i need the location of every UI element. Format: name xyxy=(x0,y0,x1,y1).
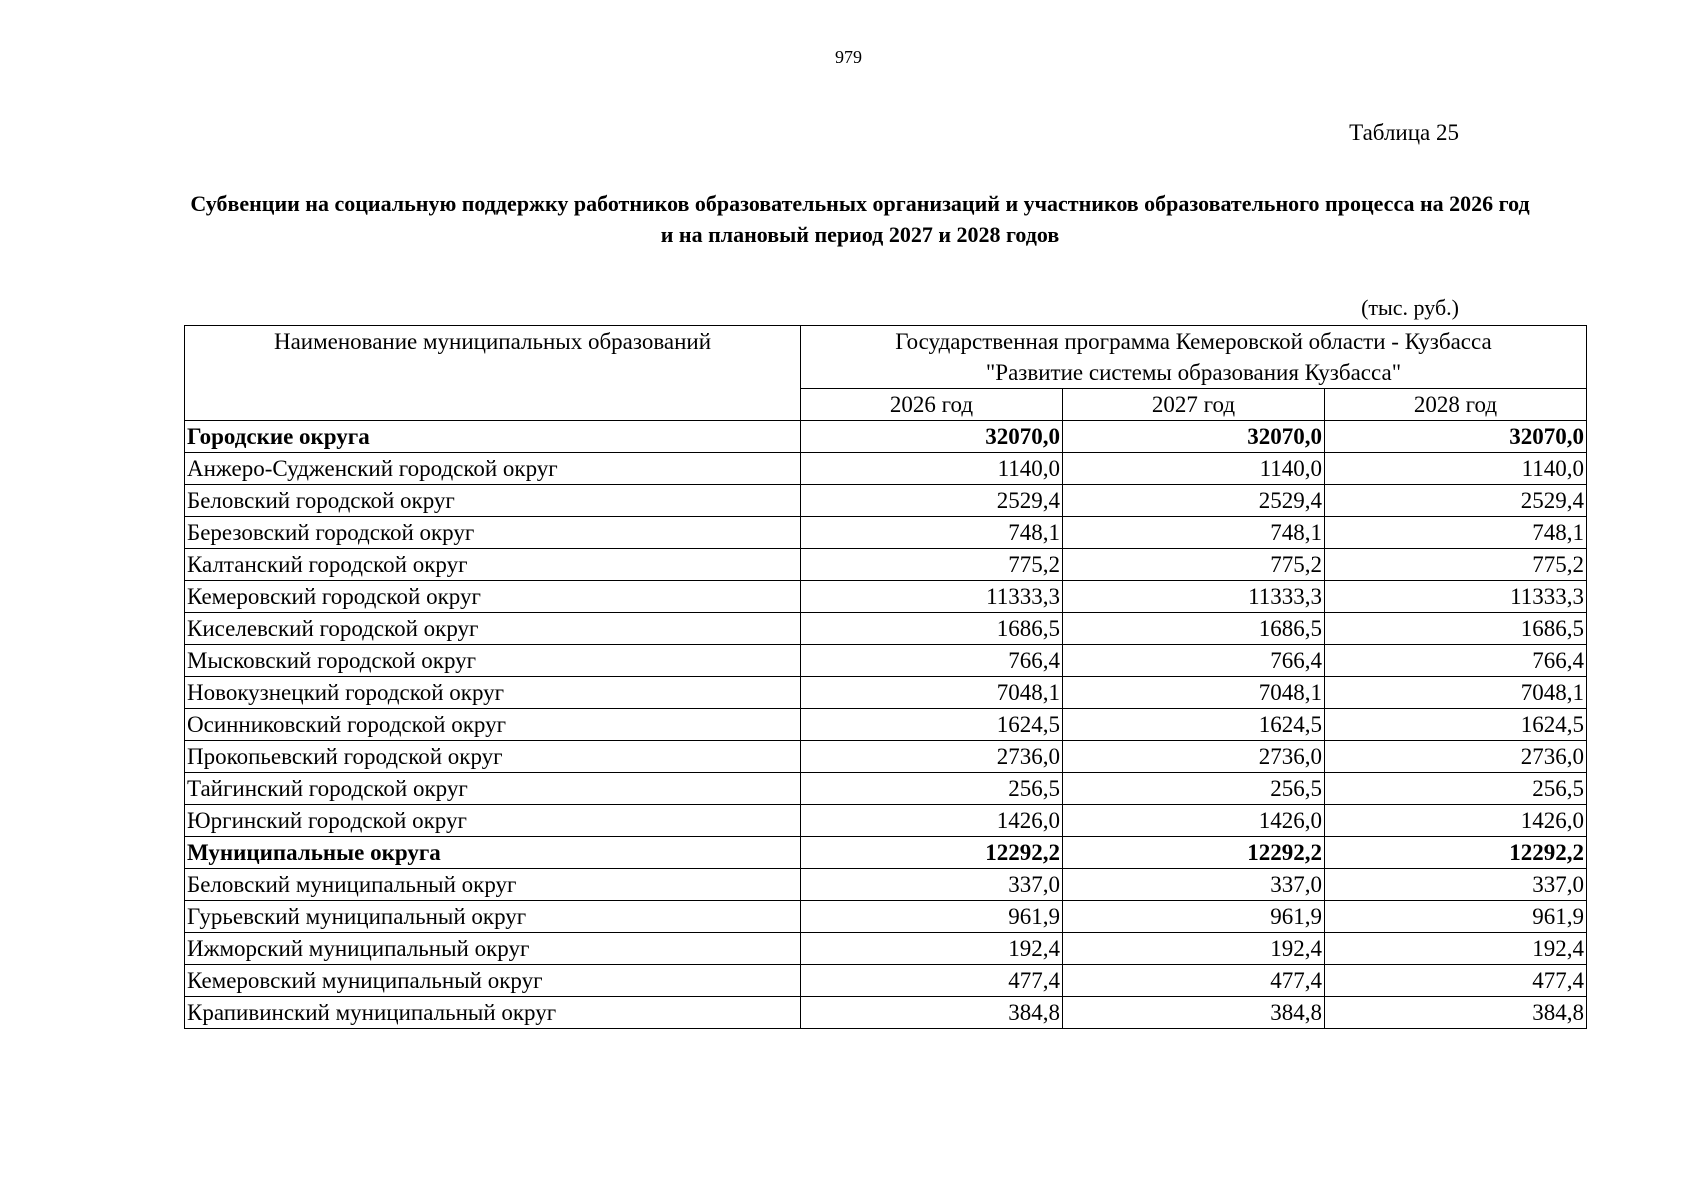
value-2026: 961,9 xyxy=(801,901,1063,933)
table-body xyxy=(185,326,1587,1029)
value-2028: 11333,3 xyxy=(1325,581,1587,613)
municipality-name: Муниципальные округа xyxy=(185,837,801,869)
value-2026: 1624,5 xyxy=(801,709,1063,741)
municipality-name: Прокопьевский городской округ xyxy=(185,741,801,773)
municipality-name: Беловский городской округ xyxy=(185,485,801,517)
table-row xyxy=(185,677,1587,709)
value-2028: 748,1 xyxy=(1325,517,1587,549)
table-row xyxy=(185,933,1587,965)
value-2028: 766,4 xyxy=(1325,645,1587,677)
table-row xyxy=(185,613,1587,645)
value-2026: 11333,3 xyxy=(801,581,1063,613)
table-row xyxy=(185,581,1587,613)
municipality-name: Тайгинский городской округ xyxy=(185,773,801,805)
group-row xyxy=(185,421,1587,453)
value-2027: 477,4 xyxy=(1063,965,1325,997)
value-2027: 961,9 xyxy=(1063,901,1325,933)
municipality-name: Городские округа xyxy=(185,421,801,453)
header-row xyxy=(185,326,1587,389)
value-2027: 384,8 xyxy=(1063,997,1325,1029)
value-2027: 32070,0 xyxy=(1063,421,1325,453)
value-2027: 1686,5 xyxy=(1063,613,1325,645)
value-2028: 1140,0 xyxy=(1325,453,1587,485)
municipality-name: Осинниковский городской округ xyxy=(185,709,801,741)
value-2027: 775,2 xyxy=(1063,549,1325,581)
units-label: (тыс. руб.) xyxy=(1361,295,1459,320)
municipality-name: Гурьевский муниципальный округ xyxy=(185,901,801,933)
value-2028: 775,2 xyxy=(1325,549,1587,581)
value-2027: 2529,4 xyxy=(1063,485,1325,517)
table-row xyxy=(185,453,1587,485)
value-2027: 1624,5 xyxy=(1063,709,1325,741)
table-row xyxy=(185,773,1587,805)
value-2028: 2529,4 xyxy=(1325,485,1587,517)
value-2028: 12292,2 xyxy=(1325,837,1587,869)
municipality-name: Анжеро-Судженский городской округ xyxy=(185,453,801,485)
municipality-name: Кемеровский городской округ xyxy=(185,581,801,613)
value-2028: 7048,1 xyxy=(1325,677,1587,709)
value-2027: 748,1 xyxy=(1063,517,1325,549)
value-2028: 477,4 xyxy=(1325,965,1587,997)
value-2026: 2736,0 xyxy=(801,741,1063,773)
municipality-name: Калтанский городской округ xyxy=(185,549,801,581)
municipality-name: Беловский муниципальный округ xyxy=(185,869,801,901)
value-2027: 256,5 xyxy=(1063,773,1325,805)
value-2028: 1426,0 xyxy=(1325,805,1587,837)
value-2027: 1426,0 xyxy=(1063,805,1325,837)
table-row xyxy=(185,869,1587,901)
value-2027: 766,4 xyxy=(1063,645,1325,677)
table-row xyxy=(185,741,1587,773)
value-2028: 337,0 xyxy=(1325,869,1587,901)
value-2026: 12292,2 xyxy=(801,837,1063,869)
municipality-name: Мысковский городской округ xyxy=(185,645,801,677)
value-2026: 1686,5 xyxy=(801,613,1063,645)
municipality-name: Крапивинский муниципальный округ xyxy=(185,997,801,1029)
header-year-2027: 2027 год xyxy=(1063,389,1325,421)
value-2027: 11333,3 xyxy=(1063,581,1325,613)
table-row xyxy=(185,901,1587,933)
value-2026: 766,4 xyxy=(801,645,1063,677)
group-row xyxy=(185,837,1587,869)
value-2027: 337,0 xyxy=(1063,869,1325,901)
municipality-name: Новокузнецкий городской округ xyxy=(185,677,801,709)
municipality-name: Киселевский городской округ xyxy=(185,613,801,645)
table-row xyxy=(185,709,1587,741)
value-2028: 192,4 xyxy=(1325,933,1587,965)
table-row xyxy=(185,645,1587,677)
value-2026: 2529,4 xyxy=(801,485,1063,517)
value-2026: 477,4 xyxy=(801,965,1063,997)
value-2026: 748,1 xyxy=(801,517,1063,549)
header-year-2026: 2026 год xyxy=(801,389,1063,421)
value-2027: 1140,0 xyxy=(1063,453,1325,485)
municipality-name: Юргинский городской округ xyxy=(185,805,801,837)
value-2026: 32070,0 xyxy=(801,421,1063,453)
value-2026: 1426,0 xyxy=(801,805,1063,837)
page-number: 979 xyxy=(835,47,862,67)
value-2028: 384,8 xyxy=(1325,997,1587,1029)
municipality-name: Березовский городской округ xyxy=(185,517,801,549)
value-2028: 256,5 xyxy=(1325,773,1587,805)
value-2026: 256,5 xyxy=(801,773,1063,805)
table-label: Таблица 25 xyxy=(1349,120,1459,145)
table-row xyxy=(185,549,1587,581)
header-name-column: Наименование муниципальных образований xyxy=(185,326,801,421)
value-2028: 1686,5 xyxy=(1325,613,1587,645)
subventions-table xyxy=(184,325,1587,1029)
value-2027: 12292,2 xyxy=(1063,837,1325,869)
value-2028: 1624,5 xyxy=(1325,709,1587,741)
header-program xyxy=(801,326,1587,389)
value-2027: 2736,0 xyxy=(1063,741,1325,773)
document-title: Субвенции на социальную поддержку работников образовательных организаций и участников образовательного процесса на 2026 год и на плановый период 2027 и 2028 годов xyxy=(190,191,1530,247)
value-2028: 32070,0 xyxy=(1325,421,1587,453)
table-row xyxy=(185,485,1587,517)
table-row xyxy=(185,965,1587,997)
header-program-line1: Государственная программа Кемеровской области - Кузбасса xyxy=(895,329,1492,354)
value-2026: 7048,1 xyxy=(801,677,1063,709)
header-program-line2: "Развитие системы образования Кузбасса" xyxy=(985,360,1402,385)
value-2026: 192,4 xyxy=(801,933,1063,965)
value-2026: 337,0 xyxy=(801,869,1063,901)
value-2028: 961,9 xyxy=(1325,901,1587,933)
value-2028: 2736,0 xyxy=(1325,741,1587,773)
municipality-name: Ижморский муниципальный округ xyxy=(185,933,801,965)
table-row xyxy=(185,517,1587,549)
value-2026: 384,8 xyxy=(801,997,1063,1029)
header-year-2028: 2028 год xyxy=(1325,389,1587,421)
value-2026: 775,2 xyxy=(801,549,1063,581)
value-2027: 192,4 xyxy=(1063,933,1325,965)
table-row xyxy=(185,997,1587,1029)
value-2026: 1140,0 xyxy=(801,453,1063,485)
value-2027: 7048,1 xyxy=(1063,677,1325,709)
table-row xyxy=(185,805,1587,837)
municipality-name: Кемеровский муниципальный округ xyxy=(185,965,801,997)
